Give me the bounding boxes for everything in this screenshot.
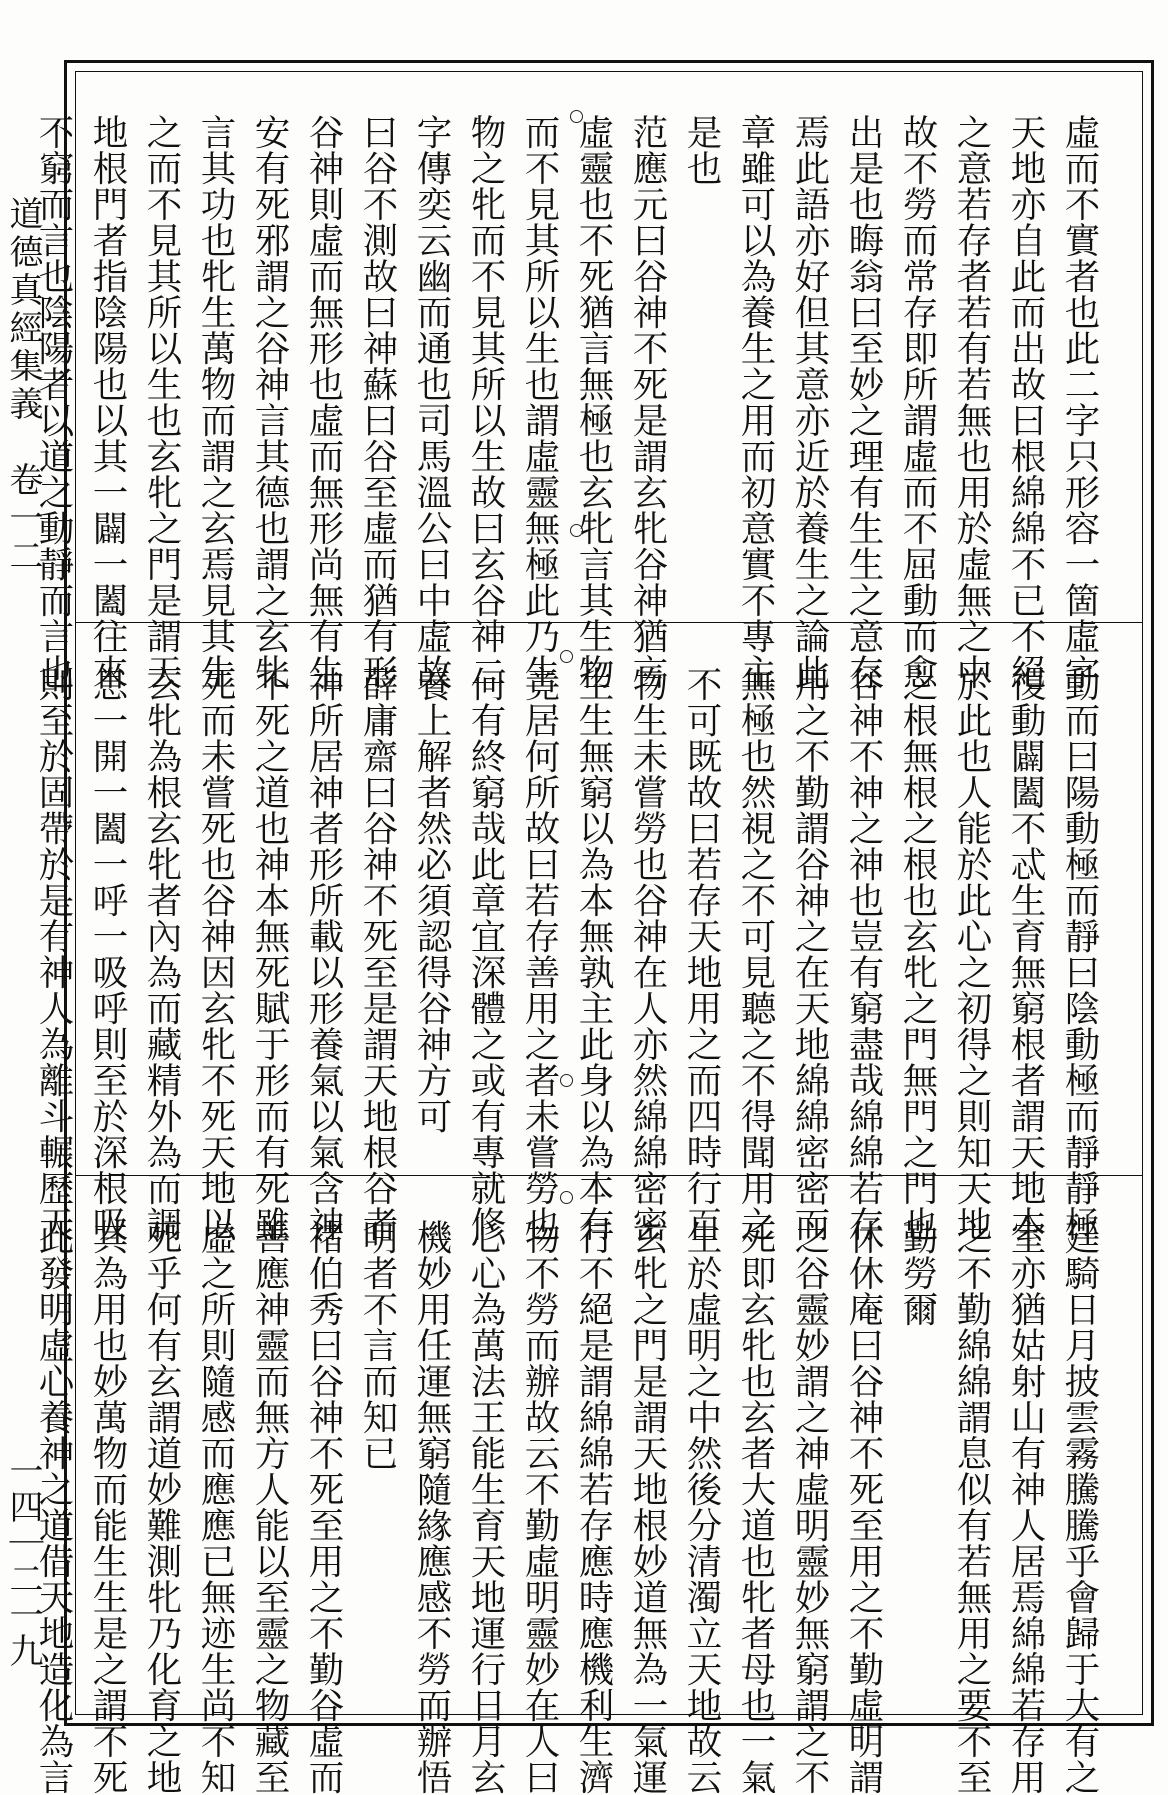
text-column: 神所居神者形所載以形養氣以氣含神: [303, 666, 344, 1242]
text-columns: [33, 666, 1106, 1242]
text-column: 玄牝之門是謂天地根妙道無為一氣運: [627, 1219, 668, 1795]
text-column: 字傳奕云幽而通也司馬溫公曰中虛故: [411, 114, 452, 690]
text-column: 不窮而言也陰陽者以道之動靜而言也: [33, 114, 74, 690]
text-column: 息一開一闔一呼一吸呼則至於深根吸: [87, 666, 128, 1242]
text-column: 不死之道也神本無死賦于形而有死雖: [249, 666, 290, 1242]
text-column: 復動闢闔不忒生育無窮根者謂天地本: [1005, 666, 1046, 1242]
text-column: 室亦猶姑射山有神人居焉綿綿若存用: [1005, 1219, 1046, 1795]
text-column: 行不絕是謂綿綿若存應時應機利生濟: [573, 1219, 614, 1795]
text-column: 玄牝為根玄牝者內為而藏精外為而調: [141, 666, 182, 1242]
page-number-margin: 一四｜二一九: [3, 1453, 43, 1669]
text-column: 勤勞爾: [897, 1219, 938, 1327]
text-column: 虛之所則隨感而應應已無迹生尚不知: [195, 1219, 236, 1795]
text-column: 動而曰陽動極而靜曰陰動極而靜靜極: [1059, 666, 1100, 1242]
text-column: 生於虛明之中然後分清濁立天地故云: [681, 1219, 722, 1795]
text-column: 其為用也妙萬物而能生生是之謂不死: [87, 1219, 128, 1795]
text-column: 休休庵曰谷神不死至用之不勤虛明謂: [843, 1219, 884, 1795]
text-column: 無極也然視之不可見聽之不得聞用之: [735, 666, 776, 1242]
text-column: 章雖可以為養生之用而初意實不專主: [735, 114, 776, 690]
text-column: 虛靈也不死猶言無極也玄牝言其生物: [573, 114, 614, 690]
text-column: 虛而不實者也此二字只形容一箇虛字: [1059, 114, 1100, 690]
text-column: 褚伯秀曰谷神不死至用之不勤谷虛而: [303, 1219, 344, 1795]
text-column: 谷神不神之神也豈有窮盡哉綿綿若存: [843, 666, 884, 1242]
text-column: 地根門者指陰陽也以其一闢一闔往來: [87, 114, 128, 690]
text-column: 之而不見其所以生也玄牝之門是謂天: [141, 114, 182, 690]
text-column: 善應神靈而無方人能以至靈之物藏至: [249, 1219, 290, 1795]
text-column: 曰谷不測故曰神蘇曰谷至虛而猶有形: [357, 114, 398, 690]
text-column: 之根無根之根也玄牝之門無門之門也: [897, 666, 938, 1242]
text-column: 谷神則虛而無形也虛而無形尚無有生: [303, 114, 344, 690]
text-column: 不可既故曰若存天地用之而四時行百: [681, 666, 722, 1242]
text-column: 薛庸齋曰谷神不死至是謂天地根谷者: [357, 666, 398, 1242]
text-column: 養上解者然必須認得谷神方可: [411, 666, 452, 1134]
text-column: 言其功也牝生萬物而謂之玄焉見其生: [195, 114, 236, 690]
text-columns: [33, 1219, 1106, 1795]
text-column: 是也: [681, 114, 722, 186]
text-column: 而不見其所以生也謂虛靈無極此乃生: [519, 114, 560, 690]
section-circle-mark: [560, 1074, 573, 1087]
section-circle-mark: [560, 1191, 573, 1204]
text-column: 死即玄牝也玄者大道也牝者母也一氣: [735, 1219, 776, 1795]
text-column: 之谷靈妙謂之神虛明靈妙無窮謂之不: [789, 1219, 830, 1795]
text-column: 物之牝而不見其所以生故曰玄谷神二: [465, 114, 506, 690]
text-panel-bottom: [33, 1177, 1142, 1795]
text-column: 范應元曰谷神不死是謂玄牝谷神猶言: [627, 114, 668, 690]
text-column: 死乎何有玄謂道妙難測牝乃化育之地: [141, 1219, 182, 1795]
inner-border: [33, 71, 1143, 1795]
text-column: 故不勞而常存即所謂虛而不屈動而愈: [897, 114, 938, 690]
text-column: 之意若存者若有若無也用於虛無之中: [951, 114, 992, 690]
text-panel-middle: [33, 624, 1142, 1242]
text-column: 明者不言而知已: [357, 1219, 398, 1471]
text-column: 何有終窮哉此章宜深體之或有專就修: [465, 666, 506, 1242]
text-column: 於此也人能於此心之初得之則知天地: [951, 666, 992, 1242]
section-circle-mark: [570, 524, 583, 537]
text-column: 心心為萬法王能生育天地運行日月玄: [465, 1219, 506, 1795]
text-column: 竟居何所故曰若存善用之者未嘗勞也: [519, 666, 560, 1242]
text-column: 此發明虛心養神之道借天地造化為言: [33, 1219, 74, 1795]
text-column: 廷騎日月披雲霧騰騰乎會歸于大有之: [1059, 1219, 1100, 1795]
page-frame: [33, 60, 1154, 1795]
text-column: 天地亦自此而出故曰根綿綿不已不絕: [1005, 114, 1046, 690]
text-column: 則至於固帶於是有神人為離斗輾歷天: [33, 666, 74, 1242]
section-circle-mark: [560, 650, 573, 663]
text-column: 物不勞而辦故云不勤虛明靈妙在人曰: [519, 1219, 560, 1795]
text-panel-top: [33, 72, 1142, 690]
text-column: 安有死邪謂之谷神言其德也謂之玄牝: [249, 114, 290, 690]
text-column: 機妙用任運無窮隨緣應感不勞而辦悟: [411, 1219, 452, 1795]
text-column: 用之不勤謂谷神之在天地綿綿密密而: [789, 666, 830, 1242]
book-title-margin: 道德真經集義 卷一二: [3, 196, 43, 576]
text-column: 物生未嘗勞也谷神在人亦然綿綿密密: [627, 666, 668, 1242]
text-column: 生生無窮以為本無孰主此身以為本有: [573, 666, 614, 1242]
text-column: 焉此語亦好但其意亦近於養生之論此: [789, 114, 830, 690]
text-columns: [33, 114, 1106, 690]
text-column: 之不勤綿綿謂息似有若無用之要不至: [951, 1219, 992, 1795]
section-circle-mark: [570, 110, 583, 123]
text-column: 出是也晦翁曰至妙之理有生生之意存: [843, 114, 884, 690]
text-column: 死而未嘗死也谷神因玄牝不死天地以: [195, 666, 236, 1242]
